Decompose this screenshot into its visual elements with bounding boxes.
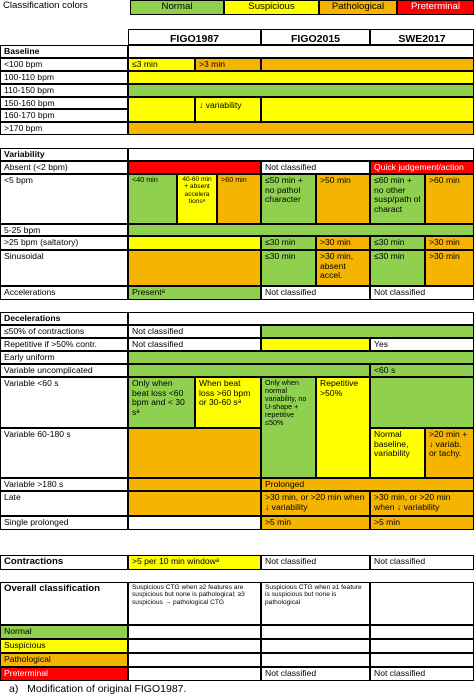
accelerations-f87: Presentᵃ [128, 286, 261, 300]
overall-pathological-swe [370, 653, 474, 667]
decel-uncomplicated-f [128, 364, 370, 377]
overall-suspicious-swe [370, 639, 474, 653]
decel-row-var-60-180: Variable 60-180 s [0, 428, 128, 478]
variability-lt5-f87-40-60: 40-60 min + absent accelera tionsᵃ [177, 174, 217, 224]
variability-absent-f87 [128, 161, 261, 174]
decel-late-f87 [128, 491, 261, 516]
variability-sinusoidal-f15-le30: ≤30 min [261, 250, 316, 286]
variability-lt5-swe-gt60: >60 min [425, 174, 474, 224]
baseline-lt100-other [261, 58, 474, 71]
decel-var-lt60-f87: Only when beat loss <60 bpm and < 30 sᵃ [128, 377, 195, 428]
decel-repetitive-f87: Not classified [128, 338, 261, 351]
variability-gt25-swe-gt30: >30 min [425, 236, 474, 250]
decel-single-f87 [128, 516, 261, 530]
decel-var-gt180-prolonged: Prolonged [261, 478, 474, 491]
accelerations-swe: Not classified [370, 286, 474, 300]
footnote: a) Modification of original FIGO1987. [9, 683, 187, 695]
baseline-f87-variability: ↓ variability [195, 97, 261, 122]
variability-row-lt5: <5 bpm [0, 174, 128, 224]
variability-lt5-f15-gt50: >50 min [316, 174, 370, 224]
decel-var-60-180-f87 [128, 428, 261, 478]
legend-title: Classification colors [3, 0, 88, 11]
variability-sinusoidal-swe-le30: ≤30 min [370, 250, 425, 286]
variability-row-accelerations: Accelerations [0, 286, 128, 300]
decel-single-swe: >5 min [370, 516, 474, 530]
baseline-150-170-other [261, 97, 474, 122]
decel-repetitive-f15 [261, 338, 370, 351]
legend-normal: Normal [130, 0, 224, 15]
overall-row-pathological: Pathological [0, 653, 128, 667]
variability-gt25-f15-gt30: >30 min [316, 236, 370, 250]
decel-var-60-180-swe-gt20: >20 min + ↓ variab. or tachy. [425, 428, 474, 478]
decel-var-lt60-swe [370, 377, 474, 428]
variability-blank [128, 148, 474, 161]
contractions-swe: Not classified [370, 555, 474, 570]
decel-row-var-lt60: Variable <60 s [0, 377, 128, 428]
overall-pathological-f87 [128, 653, 261, 667]
variability-lt5-f87-gt60: >60 min [217, 174, 261, 224]
variability-sinusoidal-f87 [128, 250, 261, 286]
variability-sinusoidal-f15-gt30: >30 min, absent accel. [316, 250, 370, 286]
variability-row-5-25: 5-25 bpm [0, 224, 128, 236]
section-variability: Variability [0, 148, 128, 161]
overall-row-preterminal: Preterminal [0, 667, 128, 681]
baseline-row-gt170: >170 bpm [0, 122, 128, 135]
overall-preterminal-f87 [128, 667, 261, 681]
variability-gt25-f15-le30: ≤30 min [261, 236, 316, 250]
variability-lt5-swe-le60: ≤60 min + no other susp/path ol charact [370, 174, 425, 224]
decel-row-uncomplicated: Variable uncomplicated [0, 364, 128, 377]
legend-pathological: Pathological [319, 0, 397, 15]
decel-row-early: Early uniform [0, 351, 128, 364]
decel-late-f15: >30 min, or >20 min when ↓ variability [261, 491, 370, 516]
overall-normal-f87 [128, 625, 261, 639]
baseline-row-lt100: <100 bpm [0, 58, 128, 71]
overall-suspicious-f87 [128, 639, 261, 653]
overall-pathological-f15 [261, 653, 370, 667]
decel-var-lt60-f87-beat: When beat loss >60 bpm or 30-60 sᵃ [195, 377, 261, 428]
decel-row-var-gt180: Variable >180 s [0, 478, 128, 491]
decel-le50-other [261, 325, 474, 338]
decel-row-single-prolonged: Single prolonged [0, 516, 128, 530]
overall-row-suspicious: Suspicious [0, 639, 128, 653]
legend-suspicious: Suspicious [224, 0, 319, 15]
contractions-f15: Not classified [261, 555, 370, 570]
baseline-110-150-all [128, 84, 474, 97]
decel-var-f15-only-when: Only when normal variability, no U-shape + repetitive ≤50% [261, 377, 316, 478]
variability-sinusoidal-swe-gt30: >30 min [425, 250, 474, 286]
header-swe2017: SWE2017 [370, 29, 474, 45]
baseline-row-150-160: 150-160 bpm [0, 97, 128, 109]
section-contractions: Contractions [0, 555, 128, 570]
variability-gt25-swe-le30: ≤30 min [370, 236, 425, 250]
variability-absent-swe: Quick judgement/action [370, 161, 474, 174]
section-decelerations: Decelerations [0, 312, 128, 325]
decel-early-all [128, 351, 474, 364]
header-figo1987: FIGO1987 [128, 29, 261, 45]
overall-row-normal: Normal [0, 625, 128, 639]
decel-var-gt180-f87 [128, 478, 261, 491]
accelerations-f15: Not classified [261, 286, 370, 300]
variability-lt5-f15-le50: ≤50 min + no pathol character [261, 174, 316, 224]
overall-swe-rule [370, 582, 474, 625]
legend-preterminal: Preterminal [397, 0, 474, 15]
variability-row-sinusoidal: Sinusoidal [0, 250, 128, 286]
decel-row-late: Late [0, 491, 128, 516]
baseline-row-160-170: 160-170 bpm [0, 109, 128, 122]
baseline-f87-gt3: >3 min [195, 58, 261, 71]
decel-row-repetitive: Repetitive if >50% contr. [0, 338, 128, 351]
header-figo2015: FIGO2015 [261, 29, 370, 45]
overall-normal-f15 [261, 625, 370, 639]
decel-single-f15: >5 min [261, 516, 370, 530]
decel-var-60-180-swe-normal: Normal baseline, variability [370, 428, 425, 478]
overall-suspicious-f15 [261, 639, 370, 653]
variability-row-gt25: >25 bpm (saltatory) [0, 236, 128, 250]
section-overall: Overall classification [0, 582, 128, 625]
overall-f15-rule: Suspicious CTG when ≥1 feature is suspicious but none is pathological [261, 582, 370, 625]
variability-lt5-f87-lt40: <40 min [128, 174, 177, 224]
variability-gt25-f87 [128, 236, 261, 250]
baseline-row-100-110: 100-110 bpm [0, 71, 128, 84]
decel-var-f15-repetitive: Repetitive >50% [316, 377, 370, 478]
baseline-f87-150-170 [128, 97, 195, 122]
decel-le50-f87: Not classified [128, 325, 261, 338]
baseline-100-110-all [128, 71, 474, 84]
overall-preterminal-swe: Not classified [370, 667, 474, 681]
decelerations-blank [128, 312, 474, 325]
variability-absent-f15: Not classified [261, 161, 370, 174]
contractions-f87: >5 per 10 min windowᵃ [128, 555, 261, 570]
baseline-blank [128, 45, 474, 58]
decel-repetitive-swe: Yes [370, 338, 474, 351]
variability-5-25-all [128, 224, 474, 236]
baseline-f87-le3: ≤3 min [128, 58, 195, 71]
overall-normal-swe [370, 625, 474, 639]
variability-row-absent: Absent (<2 bpm) [0, 161, 128, 174]
section-baseline: Baseline [0, 45, 128, 58]
decel-row-le50: ≤50% of contractions [0, 325, 128, 338]
baseline-gt170-all [128, 122, 474, 135]
overall-preterminal-f15: Not classified [261, 667, 370, 681]
decel-late-swe: >30 min, or >20 min when ↓ variability [370, 491, 474, 516]
baseline-row-110-150: 110-150 bpm [0, 84, 128, 97]
overall-f87-rule: Suspicious CTG when ≥2 features are suspicious but none is pathological; ≥3 suspicious → pathological CTG [128, 582, 261, 625]
decel-uncomplicated-swe: <60 s [370, 364, 474, 377]
